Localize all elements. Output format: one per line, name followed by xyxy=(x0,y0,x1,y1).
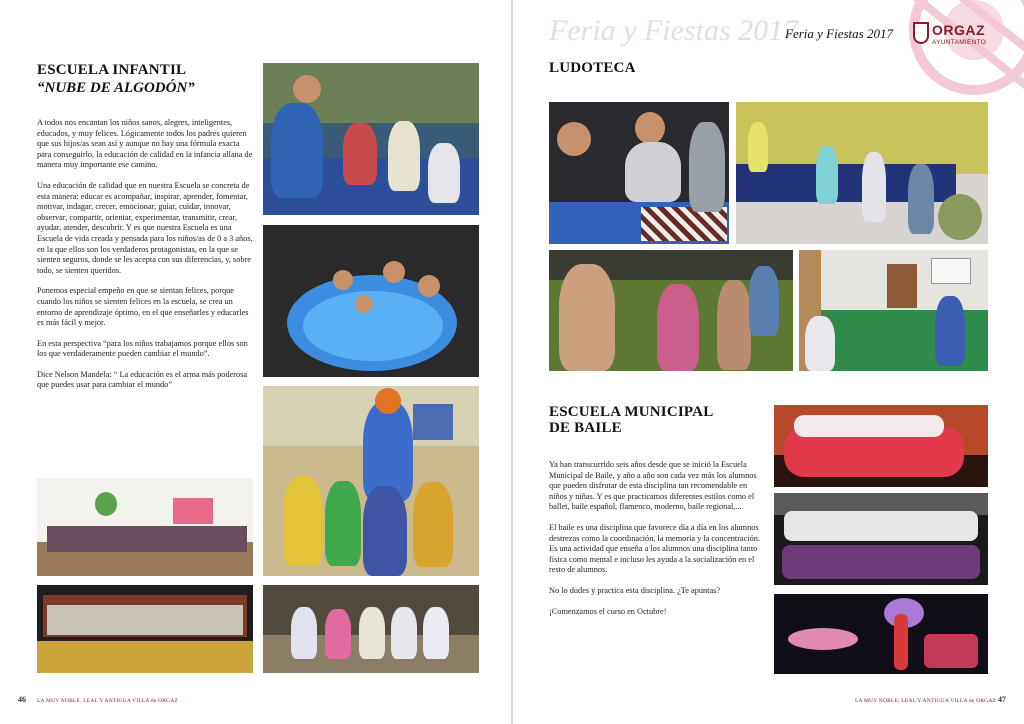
photo-children-pool xyxy=(263,225,479,377)
paragraph: Una educación de calidad que en nuestra Escuela se concreta de esta manera: educar es acompañar, inspirar, aprender, fomentar, motivar, indagar, crecer, emocionar, guiar, cuidar, innovar, observar, compartir, orientar, experimentar, transmitir, crear, ayudar, atender, descubrir. Y es que nuestra Escuela es una Escuela de vida creada y pensada para los niños/as de 0 a 3 años, en la que ellos son los verdaderos protagonistas, en la que se sienten seguros, donde se les acepta con sus diferencias, y, sobre todo, se sienten queridos. xyxy=(37,180,253,275)
footer-title: LA MUY NOBLE, LEAL Y ANTIGUA VILLA de ORGAZ xyxy=(37,698,179,704)
paragraph: Ya han transcurrido seis años desde que se inició la Escuela Municipal de Baile, y año a año son cada vez más los alumnos que pueden disfrutar de esta disciplina tan recomendable en niños y niñas. Y es que practicamos diferentes estilos como el ballet, baile español, flamenco, moderno, baile regional,... xyxy=(549,460,757,512)
photo-ludoteca-outdoor xyxy=(549,250,793,371)
section-heading-escuela-infantil: ESCUELA INFANTIL xyxy=(37,62,187,78)
photo-dance-stage-umbrellas xyxy=(774,594,988,674)
paragraph: Dice Nelson Mandela: “ La educación es el arma más poderosa que puedes usar para cambiar el mundo” xyxy=(37,369,248,390)
paragraph: En esta perspectiva “para los niños trabajamos porque ellos son los que verdaderamente pueden cambiar el mundo”. xyxy=(37,338,248,359)
paragraph: A todos nos encantan los niños sanos, alegres, inteligentes, educados, y muy felices. Lógicamente todos los padres quieren que sus hijos/as sean así y aunque no hay una fórmula exacta para conseguirlo, la educación de calidad en la infancia allana de manera muy importante ese camino. xyxy=(37,118,253,170)
ghost-title: Feria y Fiestas 2017 xyxy=(549,14,799,47)
section-heading-baile-line1: ESCUELA MUNICIPAL xyxy=(549,404,714,420)
photo-teacher-with-children xyxy=(263,63,479,215)
footer-title: LA MUY NOBLE, LEAL Y ANTIGUA VILLA de ORGAZ xyxy=(855,698,997,704)
shield-icon xyxy=(913,22,929,44)
header-title: Feria y Fiestas 2017 xyxy=(785,26,893,41)
section-subheading-nube-de-algodon: “NUBE DE ALGODÓN” xyxy=(37,80,195,96)
logo-subtitle: AYUNTAMIENTO xyxy=(932,39,987,46)
page-number: 47 xyxy=(998,695,1006,704)
paragraph: El baile es una disciplina que favorece día a día en los alumnos destrezas como la coordinación, la memoria y la concentración. Es una actividad que enseña a los alumnos una disciplina tanto física como mental e incluso les ayuda a la socialización en el resto de alumnos. xyxy=(549,522,761,575)
paragraph: Ponemos especial empeño en que se sientan felices, porque cuando los niños se sienten felices en la escuela, se crea un entorno de aprendizaje óptimo, en el que enseñarles y educarles es más fácil y mejor. xyxy=(37,286,249,328)
left-page xyxy=(0,0,511,724)
photo-dance-red-costumes xyxy=(774,405,988,487)
photo-school-courtyard xyxy=(37,478,253,576)
photo-ludoteca-sofa xyxy=(736,102,988,244)
page-number: 46 xyxy=(18,695,26,704)
photo-ludoteca-classroom xyxy=(799,250,988,371)
photo-children-chairs xyxy=(263,585,479,673)
photo-ludoteca-chess xyxy=(549,102,729,244)
article-body-escuela-baile xyxy=(549,460,765,627)
photo-children-costumes xyxy=(263,386,479,576)
section-heading-baile-line2: DE BAILE xyxy=(549,420,622,436)
paragraph: ¡Comenzamos el curso en Octubre! xyxy=(549,606,667,616)
photo-dance-group-fans xyxy=(774,493,988,585)
logo-name: ORGAZ xyxy=(932,22,986,38)
photo-school-stage-group xyxy=(37,585,253,673)
article-body-escuela-infantil xyxy=(37,118,254,401)
orgaz-logo xyxy=(913,22,993,50)
section-heading-ludoteca: LUDOTECA xyxy=(549,60,636,76)
right-page xyxy=(513,0,1024,724)
paragraph: No lo dudes y practica esta disciplina. ¿Te apuntas? xyxy=(549,585,721,595)
